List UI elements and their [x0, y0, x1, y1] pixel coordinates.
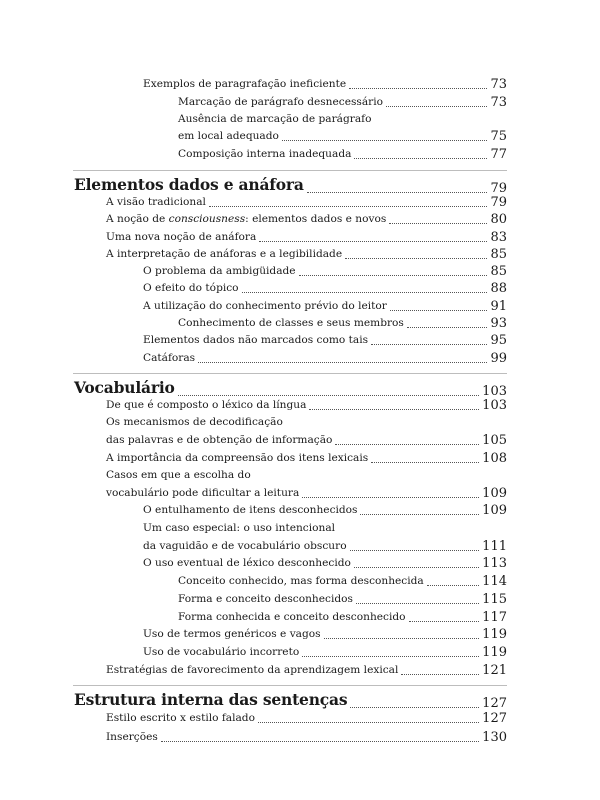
dot-leader — [161, 741, 479, 742]
toc-entry-title: vocabulário pode dificultar a leitura — [106, 487, 300, 500]
dot-leader — [198, 362, 487, 363]
toc-page-number: 117 — [482, 610, 507, 625]
toc-entry-title: O uso eventual de léxico desconhecido — [143, 557, 351, 570]
dot-leader — [356, 603, 479, 604]
title-part: A noção de — [106, 213, 169, 226]
toc-page-number: 121 — [482, 663, 507, 678]
toc-entry[interactable] — [143, 78, 507, 91]
toc-entry[interactable] — [106, 664, 507, 677]
dot-leader — [259, 241, 487, 242]
toc-entry[interactable] — [143, 265, 507, 278]
toc-entry-title: O efeito do tópico — [143, 282, 239, 295]
toc-chapter-title: Elementos dados e anáfora — [74, 175, 304, 194]
toc-entry-title: Catáforas — [143, 352, 196, 365]
toc-page-number: 109 — [482, 486, 507, 501]
toc-page-number: 73 — [490, 77, 507, 92]
dot-leader — [386, 106, 487, 107]
toc-entry-title: A importância da compreensão dos itens lexicais — [106, 452, 369, 465]
toc-entry[interactable] — [143, 540, 507, 553]
dot-leader — [390, 310, 488, 311]
toc-entry-title: A utilização do conhecimento prévio do leitor — [143, 300, 387, 313]
toc-entry-title: Elementos dados não marcados como tais — [143, 334, 369, 347]
dot-leader — [360, 514, 479, 515]
chapter-divider — [73, 170, 507, 171]
toc-page-number: 85 — [490, 264, 507, 279]
toc-entry[interactable] — [143, 300, 507, 313]
toc-chapter-entry[interactable] — [74, 379, 507, 398]
toc-entry[interactable] — [178, 130, 507, 143]
toc-entry[interactable] — [106, 712, 507, 725]
dot-leader — [345, 258, 487, 259]
toc-page-number: 114 — [482, 574, 507, 589]
toc-entry-title: Estratégias de favorecimento da aprendizagem lexical — [106, 664, 399, 677]
toc-page-number: 103 — [482, 383, 507, 399]
toc-page-number: 127 — [482, 695, 507, 711]
dot-leader — [389, 223, 487, 224]
toc-page-number: 80 — [490, 212, 507, 227]
toc-entry[interactable] — [143, 334, 507, 347]
dot-leader — [349, 88, 487, 89]
toc-entry[interactable] — [143, 282, 507, 295]
chapter-divider — [73, 685, 507, 686]
toc-entry-title: em local adequado — [178, 130, 279, 143]
toc-entry-title: A interpretação de anáforas e a legibilidade — [106, 248, 343, 261]
toc-page-number: 99 — [490, 351, 507, 366]
toc-entry-title: Casos em que a escolha do — [106, 469, 251, 481]
toc-page-number: 119 — [482, 645, 507, 660]
toc-entry[interactable] — [143, 557, 507, 570]
toc-entry[interactable] — [178, 611, 507, 624]
dot-leader — [309, 409, 479, 410]
toc-page-number: 113 — [482, 556, 507, 571]
toc-entry[interactable] — [106, 196, 507, 209]
dot-leader — [178, 395, 480, 396]
toc-page-number: 130 — [482, 730, 507, 745]
toc-page-number: 77 — [490, 147, 507, 162]
toc-entry-title: Uma nova noção de anáfora — [106, 231, 257, 244]
toc-entry-title: Composição interna inadequada — [178, 148, 352, 161]
title-part: : elementos dados e novos — [245, 213, 387, 226]
toc-entry[interactable] — [178, 96, 507, 109]
toc-entry[interactable] — [106, 434, 507, 447]
dot-leader — [335, 444, 479, 445]
toc-page-number: 75 — [490, 129, 507, 144]
toc-entry[interactable] — [106, 399, 507, 412]
toc-chapter-entry[interactable] — [74, 691, 507, 710]
toc-page-number: 79 — [490, 180, 507, 196]
toc-chapter-title: Estrutura interna das sentenças — [74, 690, 348, 709]
dot-leader — [354, 567, 479, 568]
dot-leader — [427, 585, 479, 586]
toc-entry[interactable] — [106, 231, 507, 244]
toc-entry-title: Inserções — [106, 731, 158, 744]
dot-leader — [209, 206, 488, 207]
chapter-divider — [73, 373, 507, 374]
toc-entry-continuation[interactable] — [143, 522, 507, 535]
toc-page-number: 109 — [482, 503, 507, 518]
dot-leader — [409, 621, 480, 622]
toc-entry-title — [106, 213, 386, 226]
toc-entry-continuation[interactable] — [106, 469, 507, 482]
toc-entry[interactable] — [106, 452, 507, 465]
toc-entry-title: Marcação de parágrafo desnecessário — [178, 96, 383, 109]
toc-entry-title: Forma e conceito desconhecidos — [178, 593, 353, 606]
toc-page-number: 85 — [490, 247, 507, 262]
toc-entry-title: Conhecimento de classes e seus membros — [178, 317, 404, 330]
dot-leader — [401, 674, 479, 675]
toc-entry-title: Os mecanismos de decodificação — [106, 416, 283, 428]
toc-page-number: 115 — [482, 592, 507, 607]
toc-entry-title: da vaguidão e de vocabulário obscuro — [143, 540, 347, 553]
toc-entry[interactable] — [106, 248, 507, 261]
toc-page-number: 83 — [490, 230, 507, 245]
toc-entry-title: Forma conhecida e conceito desconhecido — [178, 611, 406, 624]
dot-leader — [354, 158, 487, 159]
toc-entry[interactable] — [178, 593, 507, 606]
toc-entry-title: O problema da ambigüidade — [143, 265, 296, 278]
toc-page-number: 91 — [490, 299, 507, 314]
toc-entry-continuation[interactable] — [178, 113, 507, 126]
toc-entry[interactable] — [178, 317, 507, 330]
toc-entry-title: Uso de termos genéricos e vagos — [143, 628, 321, 641]
dot-leader — [299, 275, 488, 276]
toc-entry-title: Estilo escrito x estilo falado — [106, 712, 255, 725]
toc-page-number: 105 — [482, 433, 507, 448]
toc-entry[interactable] — [106, 487, 507, 500]
toc-page-number: 108 — [482, 451, 507, 466]
toc-entry[interactable] — [143, 504, 507, 517]
toc-entry-title: Uso de vocabulário incorreto — [143, 646, 300, 659]
dot-leader — [350, 707, 479, 708]
toc-page-number: 111 — [482, 539, 507, 554]
toc-page-number: 119 — [482, 627, 507, 642]
toc-chapter-title: Vocabulário — [74, 378, 175, 397]
toc-page-number: 93 — [490, 316, 507, 331]
title-emphasis: consciousness — [168, 213, 246, 226]
toc-chapter-entry[interactable] — [74, 176, 507, 195]
toc-entry-title: Exemplos de paragrafação ineficiente — [143, 78, 347, 91]
dot-leader — [371, 462, 479, 463]
dot-leader — [258, 722, 479, 723]
toc-entry-title: Um caso especial: o uso intencional — [143, 522, 336, 534]
toc-entry-title: Conceito conhecido, mas forma desconhecida — [178, 575, 424, 588]
toc-entry-title: O entulhamento de itens desconhecidos — [143, 504, 358, 517]
toc-entry[interactable] — [143, 352, 507, 365]
toc-entry[interactable] — [106, 213, 507, 226]
toc-entry-title: De que é composto o léxico da língua — [106, 399, 307, 412]
toc-entry-title: das palavras e de obtenção de informação — [106, 434, 333, 447]
toc-entry-title: Ausência de marcação de parágrafo — [178, 113, 372, 125]
dot-leader — [407, 327, 488, 328]
dot-leader — [302, 656, 479, 657]
dot-leader — [302, 497, 479, 498]
toc-page-number: 103 — [482, 398, 507, 413]
toc-entry[interactable] — [106, 731, 507, 744]
toc-entry[interactable] — [178, 575, 507, 588]
dot-leader — [282, 140, 488, 141]
toc-page-number: 73 — [490, 95, 507, 110]
toc-entry[interactable] — [143, 628, 507, 641]
toc-page-number: 88 — [490, 281, 507, 296]
dot-leader — [371, 344, 487, 345]
dot-leader — [324, 638, 480, 639]
dot-leader — [350, 550, 480, 551]
dot-leader — [242, 292, 488, 293]
toc-entry-continuation[interactable] — [106, 416, 507, 429]
toc-entry[interactable] — [143, 646, 507, 659]
toc-page-number: 95 — [490, 333, 507, 348]
toc-page-number: 79 — [490, 195, 507, 210]
toc-entry[interactable] — [178, 148, 507, 161]
toc-page-number: 127 — [482, 711, 507, 726]
dot-leader — [307, 192, 488, 193]
toc-entry-title: A visão tradicional — [106, 196, 206, 209]
